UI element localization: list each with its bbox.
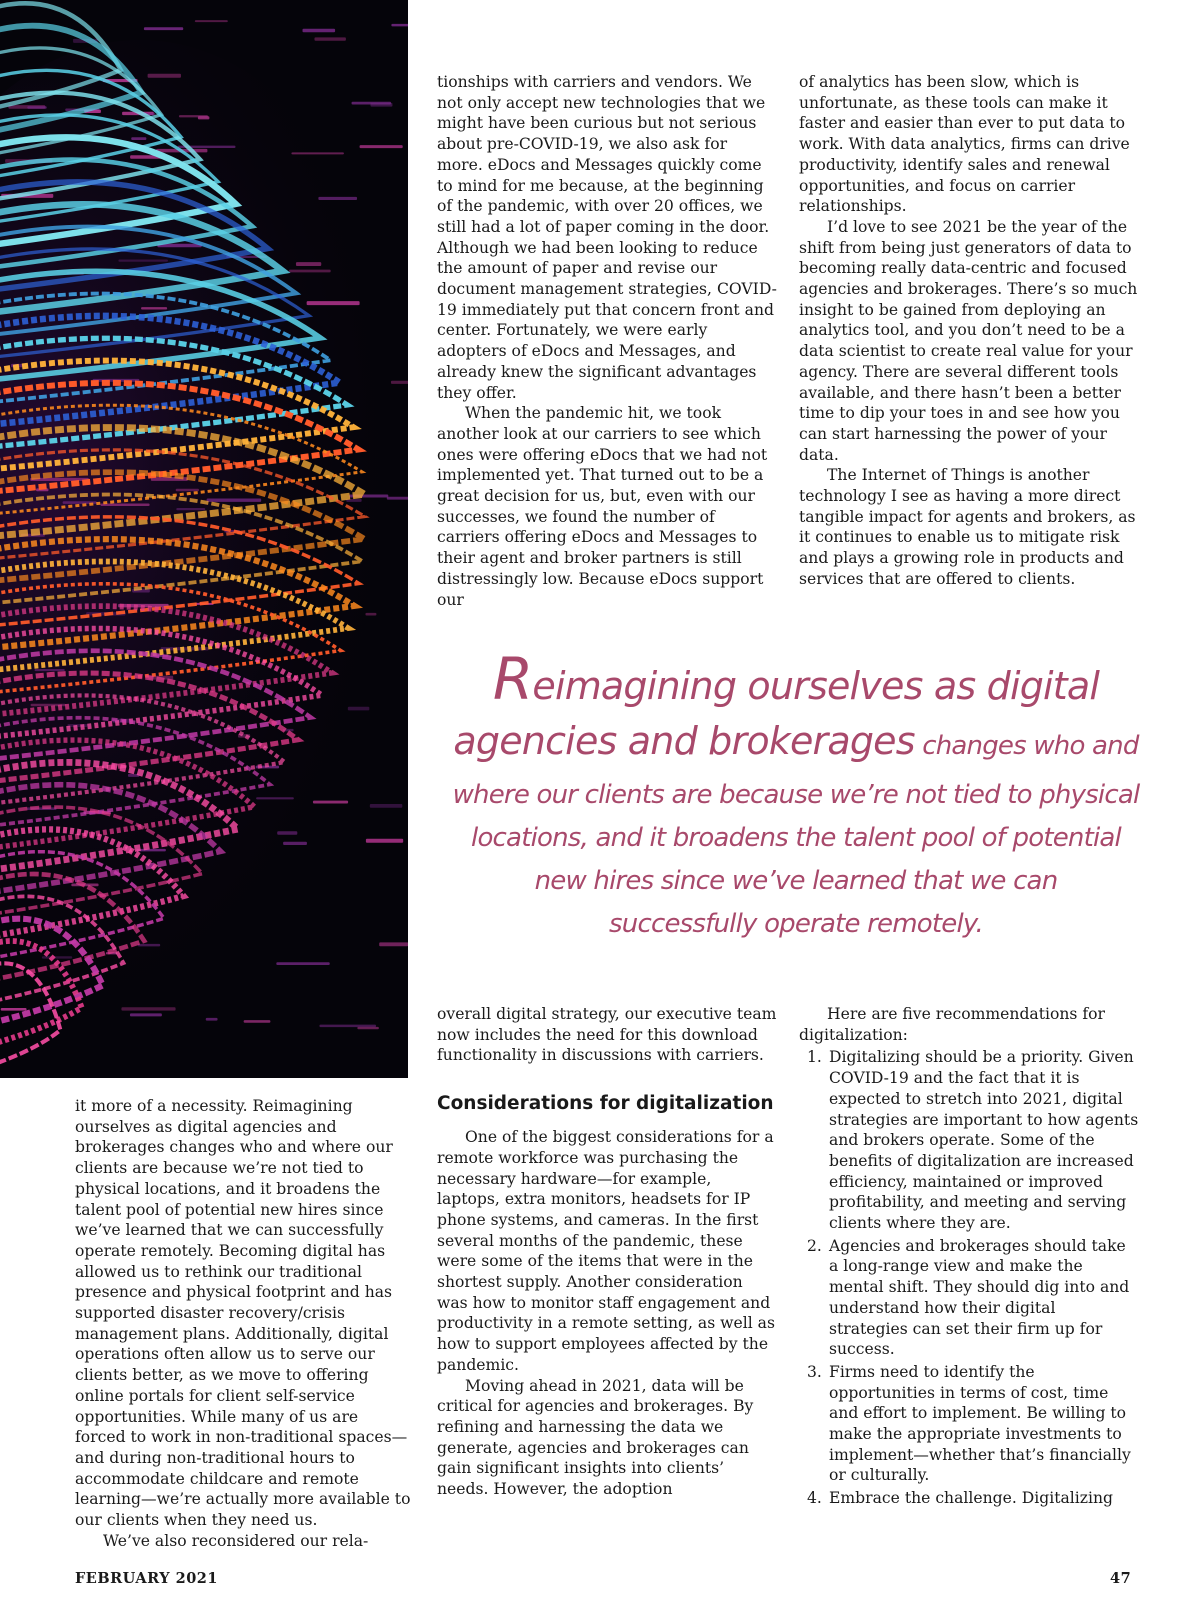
light-streak [176, 508, 205, 510]
paragraph: When the pandemic hit, we took another look at our carriers to see which ones were offering eDocs that we had not implemented yet. That turned out to be a great decision for us, but, even with our successes, we found the number of carriers offering eDocs and Messages to their agent and broker partners is still distressingly low. Because eDocs support our [437, 404, 768, 609]
light-streak [138, 944, 160, 946]
paragraph: it more of a necessity. Reimagining ourselves as digital agencies and brokerages changes who and where our clients are because we’re not tied to physical locations, and it broadens the talent pool of potential new hires since we’ve learned that we can successfully operate remotely. Becoming digital has allowed us to rethink our traditional presence and physical footprint and has supported disaster recovery/crisis management plans. Additionally, digital operations often allow us to serve our clients better, as we move to offering online portals for client self-service opportunities. While many of us are forced to work in non-traditional spaces—and during non-traditional hours to accommodate childcare and remote learning—we’re actually more available to our clients when they need us. [75, 1097, 411, 1530]
pull-quote-line-1: Reimagining ourselves as digital [492, 645, 1100, 713]
pull-quote-line-3: where our clients are because we’re not tied to physical [452, 780, 1140, 810]
list-item [799, 1047, 1139, 1233]
abstract-light-artwork [0, 0, 408, 1078]
list-number: 2. [807, 1236, 822, 1255]
paragraph: Here are five recommendations for digitalization: [799, 1005, 1105, 1044]
light-streak [291, 152, 344, 154]
section-subheading: Considerations for digitalization [437, 1093, 774, 1115]
light-streak [314, 37, 345, 40]
list-item [799, 1362, 1139, 1486]
paragraph: The Internet of Things is another technology I see as having a more direct tangible impact for agents and brokers, as it continues to enable us to mitigate risk and plays a growing role in products and services that are offered to clients. [799, 466, 1136, 588]
light-sphere-illustration [0, 0, 408, 1078]
light-streak [144, 27, 183, 30]
pull-quote-line-5: new hires since we’ve learned that we can [534, 866, 1058, 896]
light-streak [357, 1027, 378, 1029]
article-column-3-bottom [799, 1004, 1139, 1511]
list-item-text: Firms need to identify the opportunities in terms of cost, time and effort to implement. Be willing to make the appropriate investments to implement—whether that’s financially or culturally. [829, 1362, 1131, 1485]
light-streak [360, 145, 403, 148]
light-streak [313, 801, 348, 804]
light-streak [176, 489, 199, 491]
light-streak [121, 1007, 175, 1010]
light-streak [195, 20, 228, 22]
paragraph: One of the biggest considerations for a remote workforce was purchasing the necessary hardware—for example, laptops, extra monitors, headsets for IP phone systems, and cameras. In the first several months of the pandemic, these were some of the items that were in the shortest supply. Another consideration was how to monitor staff engagement and productivity in a remote setting, as well as how to support employees affected by the pandemic. [437, 1128, 775, 1374]
light-streak [348, 707, 369, 711]
light-streak [130, 1013, 162, 1016]
light-streak [35, 669, 65, 671]
light-streak [131, 137, 146, 140]
light-streak [289, 270, 331, 273]
drop-cap: R [492, 645, 533, 713]
recommendations-list [799, 1047, 1139, 1508]
list-number: 3. [807, 1362, 822, 1381]
light-streak [370, 103, 392, 107]
light-streak [370, 804, 402, 808]
list-number: 4. [807, 1489, 822, 1508]
list-item-text: Digitalizing should be a priority. Given COVID-19 and the fact that it is expected to stretch into 2021, digital strategies are important to how agents and brokers operate. Some of the benefits of digitalization are increased efficiency, maintained or improved profitability, and meeting and serving clients where they are. [829, 1048, 1139, 1233]
light-streak [276, 962, 329, 965]
light-streak [319, 1025, 376, 1027]
article-column-2-top [437, 72, 777, 610]
light-streak [206, 1018, 218, 1021]
article-column-1-bottom [75, 1096, 411, 1551]
pull-quote [426, 645, 1166, 946]
pull-quote-line-6: successfully operate remotely. [609, 909, 983, 939]
light-streak [256, 797, 294, 799]
page-number: 47 [1110, 1570, 1132, 1587]
light-streak [148, 74, 181, 78]
list-item-text: Agencies and brokerages should take a long-range view and make the mental shift. They should dig into and understand how their digital strategies can set their firm up for success. [829, 1236, 1130, 1359]
paragraph: of analytics has been slow, which is unfortunate, as these tools can make it faster and easier than ever to put data to work. With data analytics, firms can drive productivity, identify sales and renewal opportunities, and focus on carrier relationships. [799, 73, 1130, 216]
issue-date: FEBRUARY 2021 [75, 1570, 218, 1587]
light-streak [391, 381, 408, 384]
list-item [799, 1488, 1139, 1509]
pull-quote-line-2: agencies and brokerages changes who and [453, 719, 1139, 763]
list-item-text: Embrace the challenge. Digitalizing [829, 1489, 1113, 1508]
light-streak [101, 503, 150, 506]
article-column-3-top [799, 72, 1139, 590]
list-number: 1. [807, 1048, 822, 1067]
light-streak [207, 498, 262, 501]
paragraph: We’ve also reconsidered our rela- [103, 1531, 369, 1550]
article-column-2-bottom [437, 1004, 777, 1500]
light-streak [136, 849, 165, 851]
light-streak [277, 831, 297, 834]
paragraph: tionships with carriers and vendors. We not only accept new technologies that we might have been curious but not serious about pre-COVID-19, we also ask for more. eDocs and Messages quickly come to mind for me because, at the beginning of the pandemic, with over 20 offices, we still had a lot of paper coming in the door. Although we had been looking to reduce the amount of paper and revise our document management strategies, COVID-19 immediately put that concern front and center. Fortunately, we were early adopters of eDocs and Messages, and already knew the significant advantages they offer. [437, 73, 777, 402]
light-streak [1, 1008, 27, 1011]
paragraph: overall digital strategy, our executive team now includes the need for this download functionality in discussions with carriers. [437, 1005, 777, 1065]
light-streak [27, 106, 46, 109]
light-streak [141, 307, 167, 309]
light-streak [244, 1020, 271, 1023]
light-streak [198, 116, 209, 119]
pull-quote-line-4: locations, and it broadens the talent pool of potential [471, 823, 1121, 853]
light-streak [379, 942, 408, 946]
light-streak [365, 613, 376, 616]
light-streak [118, 260, 168, 262]
list-item [799, 1236, 1139, 1360]
light-streak [391, 24, 408, 26]
paragraph: I’d love to see 2021 be the year of the shift from being just generators of data to becoming really data-centric and focused agencies and brokerages. There’s so much insight to be gained from deploying an analytics tool, and you don’t need to be a data scientist to create real value for your agency. There are several different tools available, and there hasn’t been a better time to dip your toes in and see how you can start harnessing the power of your data. [799, 217, 1138, 464]
light-streak [296, 262, 321, 266]
light-streak [283, 842, 307, 845]
light-streak [303, 29, 336, 32]
light-streak [387, 497, 408, 500]
paragraph: Moving ahead in 2021, data will be critical for agencies and brokerages. By refining and harnessing the data we generate, agencies and brokerages can gain significant insights into clients’ needs. However, the adoption [437, 1376, 754, 1499]
light-streak [318, 197, 357, 200]
light-streak [366, 839, 403, 843]
light-streak [307, 301, 360, 305]
